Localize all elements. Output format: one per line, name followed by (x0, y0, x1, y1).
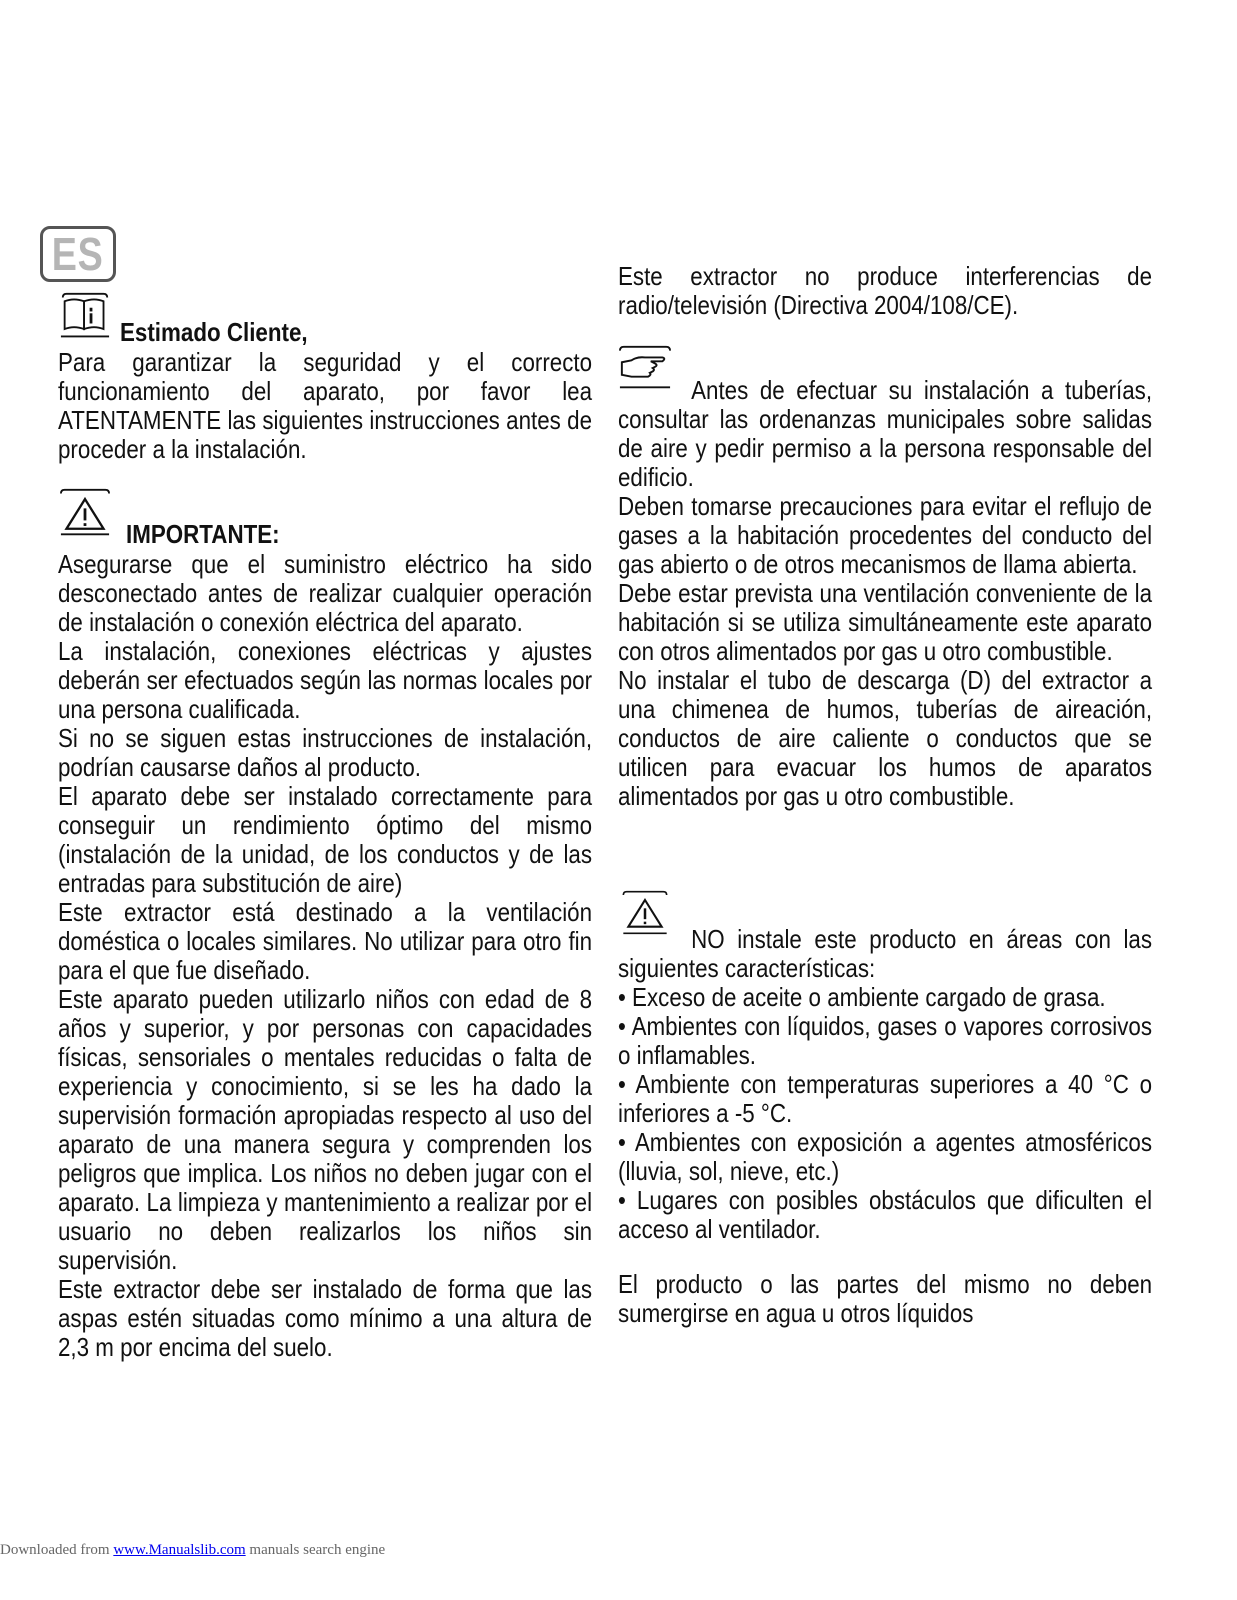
right-paragraph-1: Deben tomarse precauciones para evitar el reflujo de gases a la habitación procedentes del conducto del gas abierto o de otros mecanismos de llama abierta. (618, 491, 1153, 579)
manualslib-link[interactable]: www.Manualslib.com (113, 1542, 246, 1558)
footer-prefix: Downloaded from (0, 1542, 114, 1558)
bullet-2: • Ambientes con líquidos, gases o vapores corrosivos o inflamables. (618, 1011, 1153, 1070)
right-paragraph-3: No instalar el tubo de descarga (D) del extractor a una chimenea de humos, tuberías de aireación, conductos de aire caliente o conductos que se utilicen para evacuar los humos de aparatos alimentados por gas u otro combustible. (618, 665, 1153, 811)
paragraph-5: Este extractor está destinado a la ventilación doméstica o locales similares. No utilizar para otro fin para el que fue diseñado. (58, 897, 593, 985)
paragraph-1: Asegurarse que el suministro eléctrico ha sido desconectado antes de realizar cualquier operación de instalación o conexión eléctrica del aparato. (58, 549, 593, 637)
closing-note: El producto o las partes del mismo no deben sumergirse en agua u otros líquidos (618, 1269, 1153, 1328)
bullet-1: • Exceso de aceite o ambiente cargado de grasa. (618, 982, 1106, 1012)
language-badge (40, 226, 116, 282)
bullet-3: • Ambiente con temperaturas superiores a 40 °C o inferiores a -5 °C. (618, 1069, 1153, 1128)
pipe-installation-note: Antes de efectuar su instalación a tuberías, consultar las ordenanzas municipales sobre salidas de aire y pedir permiso a la persona responsable del edificio. (618, 375, 1153, 492)
footer-suffix: manuals search engine (245, 1542, 386, 1558)
paragraph-6: Este aparato pueden utilizarlo niños con edad de 8 años y superior, y por personas con capacidades físicas, sensoriales o mentales reducidas o falta de experiencia y conocimiento, si se les ha dado la supervisión formación apropiadas respecto al uso del aparato de una manera segura y comprenden los peligros que implica. Los niños no deben jugar con el aparato. La limpieza y mantenimiento a realizar por el usuario no deben realizarlos los niños sin supervisión. (58, 984, 593, 1275)
bullet-4: • Ambientes con exposición a agentes atmosféricos (lluvia, sol, nieve, etc.) (618, 1127, 1153, 1186)
interference-note: Este extractor no produce interferencias de radio/televisión (Directiva 2004/108/CE). (618, 261, 1153, 320)
greeting-text: Para garantizar la seguridad y el correcto funcionamiento del aparato, por favor lea ATENTAMENTE las siguientes instrucciones antes de proceder a la instalación. (58, 347, 593, 464)
manual-info-icon (58, 292, 112, 342)
download-footer (0, 1542, 385, 1559)
warning-lead: NO instale este producto en áreas con las siguientes características: (618, 924, 1153, 983)
important-title: IMPORTANTE: (126, 519, 280, 549)
greeting-title: Estimado Cliente, (120, 317, 308, 347)
paragraph-7: Este extractor debe ser instalado de forma que las aspas estén situadas como mínimo a una altura de 2,3 m por encima del suelo. (58, 1274, 593, 1362)
paragraph-2: La instalación, conexiones eléctricas y ajustes deberán ser efectuados según las normas locales por una persona cualificada. (58, 636, 593, 724)
paragraph-4: El aparato debe ser instalado correctamente para conseguir un rendimiento óptimo del mismo (instalación de la unidad, de los conductos y de las entradas para substitución de aire) (58, 781, 593, 898)
language-code: ES (52, 228, 104, 280)
warning-icon (58, 488, 112, 538)
bullet-5: • Lugares con posibles obstáculos que dificulten el acceso al ventilador. (618, 1185, 1153, 1244)
right-paragraph-2: Debe estar prevista una ventilación conveniente de la habitación si se utiliza simultáneamente este aparato con otros alimentados por gas u otro combustible. (618, 578, 1153, 666)
paragraph-3: Si no se siguen estas instrucciones de instalación, podrían causarse daños al producto. (58, 723, 593, 782)
